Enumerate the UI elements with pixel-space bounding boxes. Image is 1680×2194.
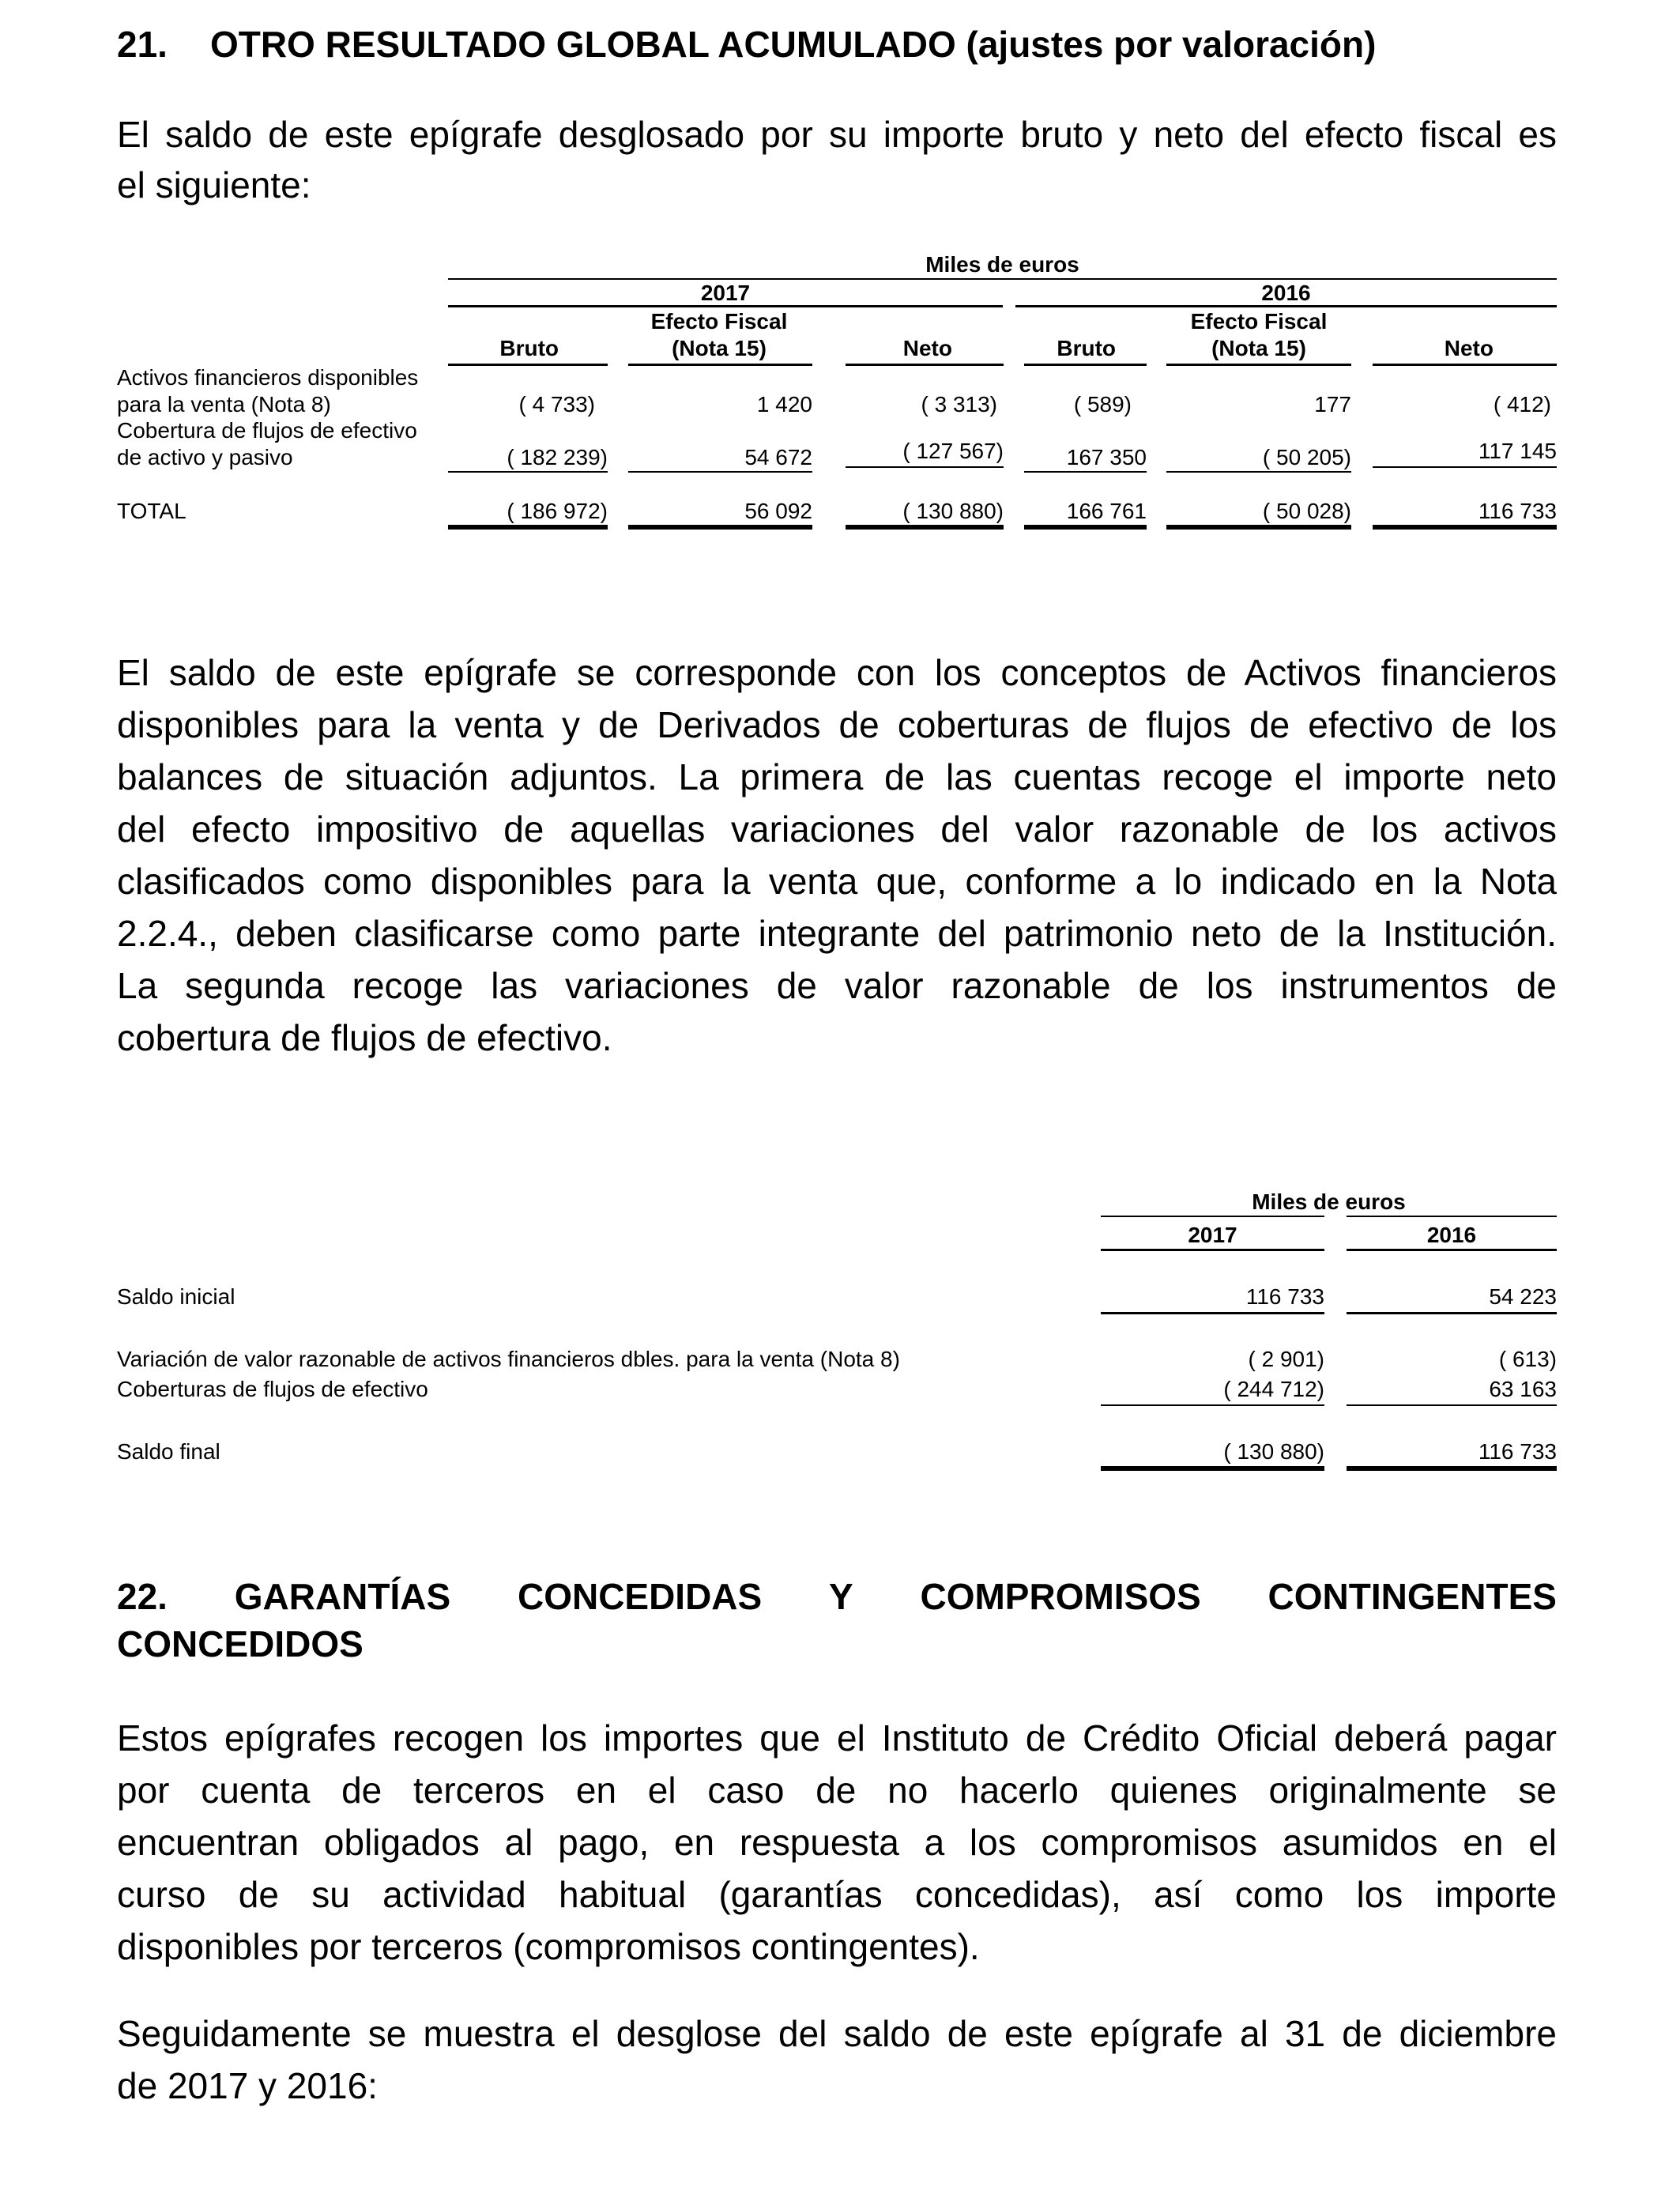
table2-year-rule [1101, 1216, 1324, 1217]
row-rule [1347, 1404, 1557, 1406]
table-cell: ( 589) [1073, 392, 1132, 417]
col-header-efecto-line1: Efecto Fiscal [1190, 309, 1328, 334]
total-rule [448, 525, 608, 530]
header-rule [628, 364, 812, 366]
col-header-efecto-2017 [616, 308, 822, 362]
col-header-bruto-2016: Bruto [1057, 336, 1116, 360]
table-total-cell: ( 50 028) [1262, 499, 1351, 523]
subtotal-rule [448, 471, 608, 473]
section-21-title: OTRO RESULTADO GLOBAL ACUMULADO (ajustes por valoración) [209, 24, 1377, 65]
col-header-efecto-line1: Efecto Fiscal [650, 309, 788, 334]
row-rule [1101, 1404, 1324, 1406]
table-total-cell: 116 733 [1478, 499, 1557, 523]
col-header-efecto-2016 [1155, 308, 1362, 362]
table-cell: ( 2 901) [1248, 1347, 1324, 1371]
col-header-neto-2016: Neto [1444, 336, 1494, 360]
table-cell: 117 145 [1478, 439, 1557, 463]
table1-year-2017: 2017 [700, 281, 751, 305]
section-22-para2: Seguidamente se muestra el desglose del saldo de este epígrafe al 31 de diciembre de 2017 y 2016: [117, 2013, 1557, 2106]
intro-line: el siguiente: [117, 164, 311, 205]
total-rule [1347, 1466, 1557, 1471]
intro-line: El saldo de este epígrafe desglosado por su importe bruto y neto del efecto fiscal es [117, 114, 1557, 155]
header-rule [1166, 364, 1351, 366]
row-rule [1347, 1312, 1557, 1314]
table-cell: ( 127 567) [902, 439, 1004, 463]
table-cell: ( 244 712) [1223, 1377, 1324, 1401]
section-21-number: 21. [117, 24, 168, 65]
table-cell: 167 350 [1066, 445, 1147, 469]
table1-year-2017-rule [448, 305, 1003, 307]
section-22-number: 22. [117, 1576, 168, 1617]
table-cell: ( 4 733) [518, 392, 595, 417]
subtotal-rule [846, 466, 1004, 468]
table2-header-rule [1101, 1249, 1324, 1251]
table2-year-2016: 2016 [1426, 1223, 1477, 1247]
header-rule [448, 364, 608, 366]
header-rule [846, 364, 1004, 366]
table2-header-rule [1347, 1249, 1557, 1251]
table-cell: ( 182 239) [507, 445, 608, 469]
table-total-label: TOTAL [117, 499, 186, 523]
table-row-label: Cobertura de flujos de efectivo de activo y pasivo [117, 418, 417, 469]
total-rule [1373, 525, 1557, 530]
table-cell: 177 [1314, 392, 1351, 417]
total-rule [1101, 1466, 1324, 1471]
subtotal-rule [1024, 471, 1147, 473]
table-cell: ( 412) [1493, 392, 1551, 417]
table1-year-2016: 2016 [1261, 281, 1311, 305]
col-header-bruto-2017: Bruto [499, 336, 559, 360]
table-cell: 63 163 [1489, 1377, 1557, 1401]
table1-unit: Miles de euros [925, 252, 1079, 277]
section-22-title-line2: CONCEDIDOS [117, 1623, 363, 1664]
table-total-cell: 166 761 [1066, 499, 1147, 523]
table-total-cell: 116 733 [1478, 1439, 1557, 1464]
row-rule [1101, 1312, 1324, 1314]
header-rule [1373, 364, 1557, 366]
table-row-label: Saldo inicial [117, 1284, 235, 1309]
col-header-neto-2017: Neto [902, 336, 952, 360]
table-cell: 1 420 [756, 392, 812, 417]
table-cell: ( 50 205) [1262, 445, 1351, 469]
table-cell: 54 223 [1489, 1284, 1557, 1309]
table-total-cell: ( 130 880) [902, 499, 1004, 523]
table-total-cell: ( 130 880) [1223, 1439, 1324, 1464]
subtotal-rule [628, 471, 812, 473]
total-rule [846, 525, 1004, 530]
table-cell: ( 613) [1498, 1347, 1557, 1371]
table-cell: 116 733 [1245, 1284, 1324, 1309]
table-cell: 54 672 [744, 445, 812, 469]
col-header-efecto-line2: (Nota 15) [672, 336, 767, 360]
table-total-cell: ( 186 972) [507, 499, 608, 523]
table-row-label: Coberturas de flujos de efectivo [117, 1377, 428, 1401]
section-22-title-line1: 22. GARANTÍAS CONCEDIDAS Y COMPROMISOS CONTINGENTES [117, 1573, 1557, 1620]
table-total-label: Saldo final [117, 1439, 220, 1464]
table-row-label: Variación de valor razonable de activos financieros dbles. para la venta (Nota 8) [117, 1347, 900, 1371]
table2-unit: Miles de euros [1252, 1189, 1406, 1214]
subtotal-rule [1373, 466, 1557, 468]
table2-year-rule [1347, 1216, 1557, 1217]
table-total-cell: 56 092 [744, 499, 812, 523]
total-rule [1024, 525, 1147, 530]
section-22-para1: Estos epígrafes recogen los importes que el Instituto de Crédito Oficial deberá pagar por cuenta de terceros en el caso de no hacerlo quienes originalmente se encuentran obligados al pago, en respuesta a los compromisos asumidos en el curso de su actividad habitual (garantías concedidas), así como los importe disponibles por terceros (compromisos contingentes). [117, 1717, 1557, 1967]
section-21-heading [117, 21, 1376, 68]
col-header-efecto-line2: (Nota 15) [1211, 336, 1306, 360]
section-22-heading [117, 1573, 1557, 1668]
table-row-label: Activos financieros disponibles para la venta (Nota 8) [117, 365, 419, 417]
table1-year-2016-rule [1015, 305, 1557, 307]
total-rule [1166, 525, 1351, 530]
total-rule [628, 525, 812, 530]
table-cell: ( 3 313) [921, 392, 997, 417]
section-21-intro [117, 109, 1557, 210]
table2-year-2017: 2017 [1188, 1223, 1237, 1247]
subtotal-rule [1166, 471, 1351, 473]
header-rule [1024, 364, 1147, 366]
section-21-body: El saldo de este epígrafe se corresponde con los conceptos de Activos financieros disponibles para la venta y de Derivados de coberturas de flujos de efectivo de los balances de situación adjuntos. La primera de las cuentas recoge el importe neto del efecto impositivo de aquellas variaciones del valor razonable de los activos clasificados como disponibles para la venta que, conforme a lo indicado en la Nota 2.2.4., deben clasificarse como parte integrante del patrimonio neto de la Institución. La segunda recoge las variaciones de valor razonable de los instrumentos de cobertura de flujos de efectivo. [117, 652, 1557, 1058]
